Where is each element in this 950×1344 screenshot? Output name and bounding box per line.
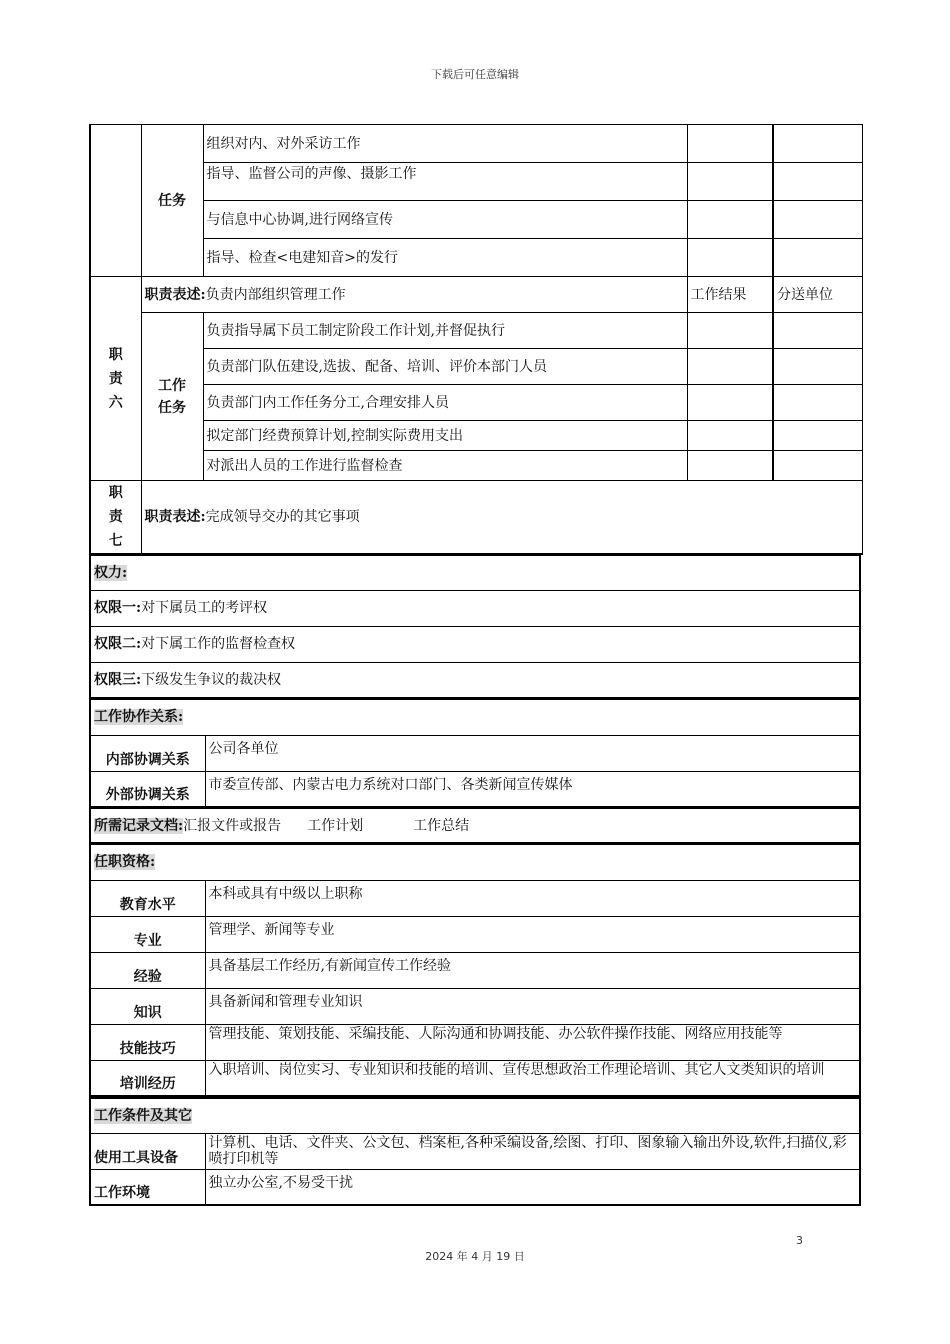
duty6-task-item: 负责部门队伍建设,选拔、配备、培训、评价本部门人员 — [203, 349, 687, 385]
tools-value: 计算机、电话、文件夹、公文包、档案柜,各种采编设备,绘图、打印、图象输入输出外设,软件,扫描仪,彩喷打印机等 — [205, 1133, 860, 1169]
record-item: 工作总结 — [413, 817, 470, 834]
qual-label-education: 教育水平 — [90, 880, 205, 916]
duty5-blank — [90, 125, 141, 277]
conditions-table — [89, 1097, 861, 1206]
power-item: 权限二:对下属工作的监督检查权 — [90, 626, 860, 662]
qual-value-skills: 管理技能、策划技能、采编技能、人际沟通和协调技能、办公软件操作技能、网络应用技能等 — [205, 1024, 860, 1060]
qualifications-table — [89, 843, 861, 1097]
duty7-desc-label: 职责表述: — [144, 509, 206, 525]
duty7-desc-text: 完成领导交办的其它事项 — [205, 509, 360, 525]
qual-value-training: 入职培训、岗位实习、专业知识和技能的培训、宣传思想政治工作理论培训、其它人文类知识的培训 — [205, 1060, 860, 1096]
relations-table — [89, 698, 861, 808]
environment-label: 工作环境 — [90, 1169, 205, 1205]
duty5-task-item: 与信息中心协调,进行网络宣传 — [203, 201, 687, 239]
records-row — [90, 808, 860, 843]
duty6-desc-text: 负责内部组织管理工作 — [205, 286, 346, 303]
qual-value-major: 管理学、新闻等专业 — [205, 916, 860, 952]
page-number: 3 — [796, 1234, 803, 1247]
power-title: 权力: — [94, 564, 128, 581]
qual-label-major: 专业 — [90, 916, 205, 952]
environment-value: 独立办公室,不易受干扰 — [205, 1169, 860, 1205]
relations-title: 工作协作关系: — [94, 709, 184, 726]
qual-label-knowledge: 知识 — [90, 988, 205, 1024]
qual-label-skills: 技能技巧 — [90, 1024, 205, 1060]
page-header: 下载后可任意编辑 — [431, 68, 519, 81]
footer-date: 2024 年 4 月 19 日 — [425, 1250, 525, 1263]
external-relations-label: 外部协调关系 — [90, 771, 205, 807]
qual-label-training: 培训经历 — [90, 1060, 205, 1096]
qual-label-experience: 经验 — [90, 952, 205, 988]
qual-value-education: 本科或具有中级以上职称 — [205, 880, 860, 916]
duty6-desc-label: 职责表述: — [144, 286, 206, 303]
power-item: 权限三:下级发生争议的裁决权 — [90, 662, 860, 698]
duty5-task-item: 指导、检查<电建知音>的发行 — [203, 239, 687, 277]
duties-table — [89, 124, 863, 555]
duty5-task-label: 任务 — [141, 125, 203, 277]
duty5-task-item: 指导、监督公司的声像、摄影工作 — [203, 163, 687, 201]
record-item: 工作计划 — [307, 817, 364, 834]
qual-value-knowledge: 具备新闻和管理专业知识 — [205, 988, 860, 1024]
records-table — [89, 807, 861, 844]
record-item: 汇报文件或报告 — [183, 817, 282, 834]
duty6-task-item: 负责部门内工作任务分工,合理安排人员 — [203, 385, 687, 421]
duty5-task-item: 组织对内、对外采访工作 — [203, 125, 687, 163]
duty6-task-item: 负责指导属下员工制定阶段工作计划,并督促执行 — [203, 313, 687, 349]
records-label: 所需记录文档: — [94, 817, 184, 834]
duty6-label: 职 责 六 — [90, 277, 141, 481]
duty6-description — [141, 277, 687, 313]
duty6-task-item: 对派出人员的工作进行监督检查 — [203, 451, 687, 481]
duty7-label: 职 责 七 — [90, 481, 141, 555]
power-table — [89, 554, 861, 699]
internal-relations-value: 公司各单位 — [205, 735, 860, 771]
col-dept-header: 分送单位 — [773, 277, 862, 313]
tools-label: 使用工具设备 — [90, 1133, 205, 1169]
qual-value-experience: 具备基层工作经历,有新闻宣传工作经验 — [205, 952, 860, 988]
power-item: 权限一:对下属员工的考评权 — [90, 590, 860, 626]
duty6-task-label: 工作 任务 — [141, 313, 203, 481]
duty7-description — [141, 481, 862, 555]
internal-relations-label: 内部协调关系 — [90, 735, 205, 771]
external-relations-value: 市委宣传部、内蒙古电力系统对口部门、各类新闻宣传媒体 — [205, 771, 860, 807]
qualifications-title: 任职资格: — [94, 854, 156, 871]
duty6-task-item: 拟定部门经费预算计划,控制实际费用支出 — [203, 421, 687, 451]
col-result-header: 工作结果 — [687, 277, 773, 313]
conditions-title: 工作条件及其它 — [94, 1107, 192, 1124]
